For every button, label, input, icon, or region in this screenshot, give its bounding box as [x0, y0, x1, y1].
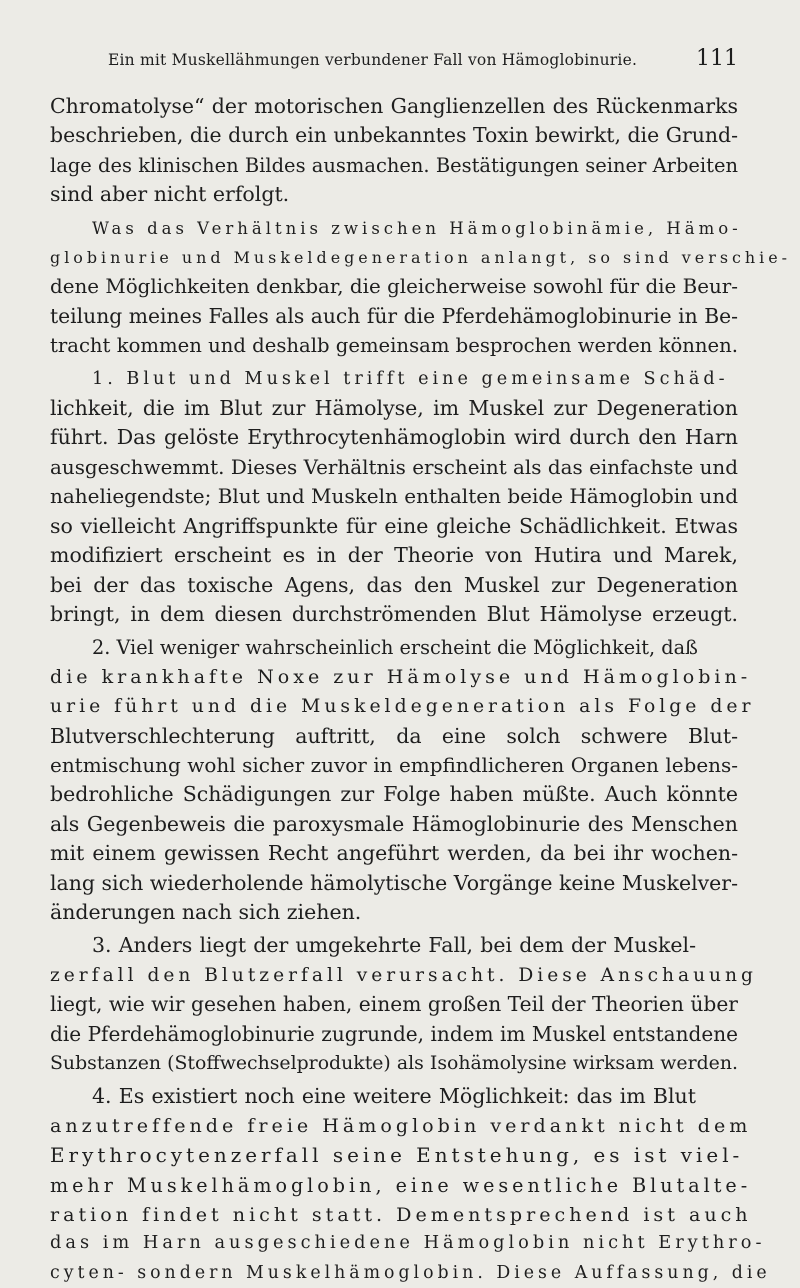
paragraph-3: [50, 365, 738, 630]
text-line: lang sich wiederholende hämolytische Vorgänge keine Muskelver-: [50, 870, 738, 895]
text-line: als Gegenbeweis die paroxysmale Hämoglobinurie des Menschen: [50, 811, 738, 836]
text-line: ausgeschwemmt. Dieses Verhältnis erscheint als das einfachste und: [50, 455, 738, 479]
text-line: die Pferdehämoglobinurie zugrunde, indem im Muskel entstandene: [50, 1021, 738, 1046]
text-line: so vielleicht Angriffspunkte für eine gleiche Schädlichkeit. Etwas: [50, 513, 738, 538]
paragraph-2: [50, 214, 792, 361]
text-line: cyten- sondern Muskelhämoglobin. Diese Auffassung, die: [50, 1262, 771, 1283]
text-line: teilung meines Falles als auch für die Pferdehämoglobinurie in Be-: [50, 303, 738, 328]
text-line: Substanzen (Stoffwechselprodukte) als Isohämolysine wirksam werden.: [50, 1052, 738, 1074]
text-line: das im Harn ausgeschiedene Hämoglobin nicht Erythro-: [50, 1233, 766, 1254]
text-line: änderungen nach sich ziehen.: [50, 899, 362, 924]
text-line: dene Möglichkeiten denkbar, die gleicherweise sowohl für die Beur-: [50, 275, 738, 299]
text-line: lage des klinischen Bildes ausmachen. Bestätigungen seiner Arbeiten: [50, 153, 738, 177]
text-line: 2. Viel weniger wahrscheinlich erscheint die Möglichkeit, daß: [92, 636, 698, 660]
paragraph-1: [50, 92, 738, 210]
text-line: naheliegendste; Blut und Muskeln enthalten beide Hämoglobin und: [50, 484, 738, 509]
text-line: urie führt und die Muskeldegeneration als Folge der: [50, 696, 755, 718]
text-line: anzutreffende freie Hämoglobin verdankt nicht dem: [50, 1114, 752, 1137]
text-line: mehr Muskelhämoglobin, eine wesentliche Blutalte-: [50, 1173, 752, 1197]
text-line: globinurie und Muskeldegeneration anlangt, so sind verschie-: [50, 248, 792, 268]
text-line: beschrieben, die durch ein unbekanntes Toxin bewirkt, die Grund-: [50, 123, 738, 148]
text-line: modifiziert erscheint es in der Theorie von Hutira und Marek,: [50, 543, 738, 568]
text-line: liegt, wie wir gesehen haben, einem großen Teil der Theorien über: [50, 992, 738, 1017]
text-line: lichkeit, die im Blut zur Hämolyse, im Muskel zur Degeneration: [50, 396, 738, 421]
text-line: sind aber nicht erfolgt.: [50, 182, 290, 207]
text-line: 3. Anders liegt der umgekehrte Fall, bei dem der Muskel-: [92, 933, 696, 958]
text-line: bringt, in dem diesen durchströmenden Blut Hämolyse erzeugt.: [50, 601, 738, 626]
paragraph-6: [50, 1082, 771, 1288]
text-line: tracht kommen und deshalb gemeinsam besprochen werden können.: [50, 334, 738, 358]
text-line: 4. Es existiert noch eine weitere Möglichkeit: das im Blut: [92, 1084, 696, 1109]
text-line: Erythrocytenzerfall seine Entstehung, es ist viel-: [50, 1144, 744, 1168]
text-line: führt. Das gelöste Erythrocytenhämoglobin wird durch den Harn: [50, 425, 738, 450]
text-line: 1. Blut und Muskel trifft eine gemeinsame Schäd-: [92, 368, 729, 389]
paragraph-4: [50, 633, 755, 927]
text-line: Blutverschlechterung auftritt, da eine solch schwere Blut-: [50, 723, 738, 748]
text-line: ration findet nicht statt. Dementsprechend ist auch: [50, 1203, 752, 1227]
body-text: [50, 92, 792, 1288]
text-line: zerfall den Blutzerfall verursacht. Diese Anschauung: [50, 964, 757, 986]
text-line: bei der das toxische Agens, das den Muskel zur Degeneration: [50, 572, 738, 597]
paragraph-5: [50, 931, 757, 1078]
page-header: [108, 46, 738, 71]
text-line: bedrohliche Schädigungen zur Folge haben müßte. Auch könnte: [50, 782, 738, 807]
text-line: mit einem gewissen Recht angeführt werden, da bei ihr wochen-: [50, 841, 738, 866]
page-number: 111: [696, 46, 738, 71]
running-head: Ein mit Muskellähmungen verbundener Fall von Hämoglobinurie.: [108, 51, 638, 69]
text-line: Chromatolyse“ der motorischen Ganglienzellen des Rückenmarks: [50, 94, 738, 118]
text-line: entmischung wohl sicher zuvor in empfindlicheren Organen lebens-: [50, 752, 738, 777]
text-line: die krankhafte Noxe zur Hämolyse und Hämoglobin-: [50, 665, 752, 688]
text-line: Was das Verhältnis zwischen Hämoglobinämie, Hämo-: [92, 218, 742, 238]
